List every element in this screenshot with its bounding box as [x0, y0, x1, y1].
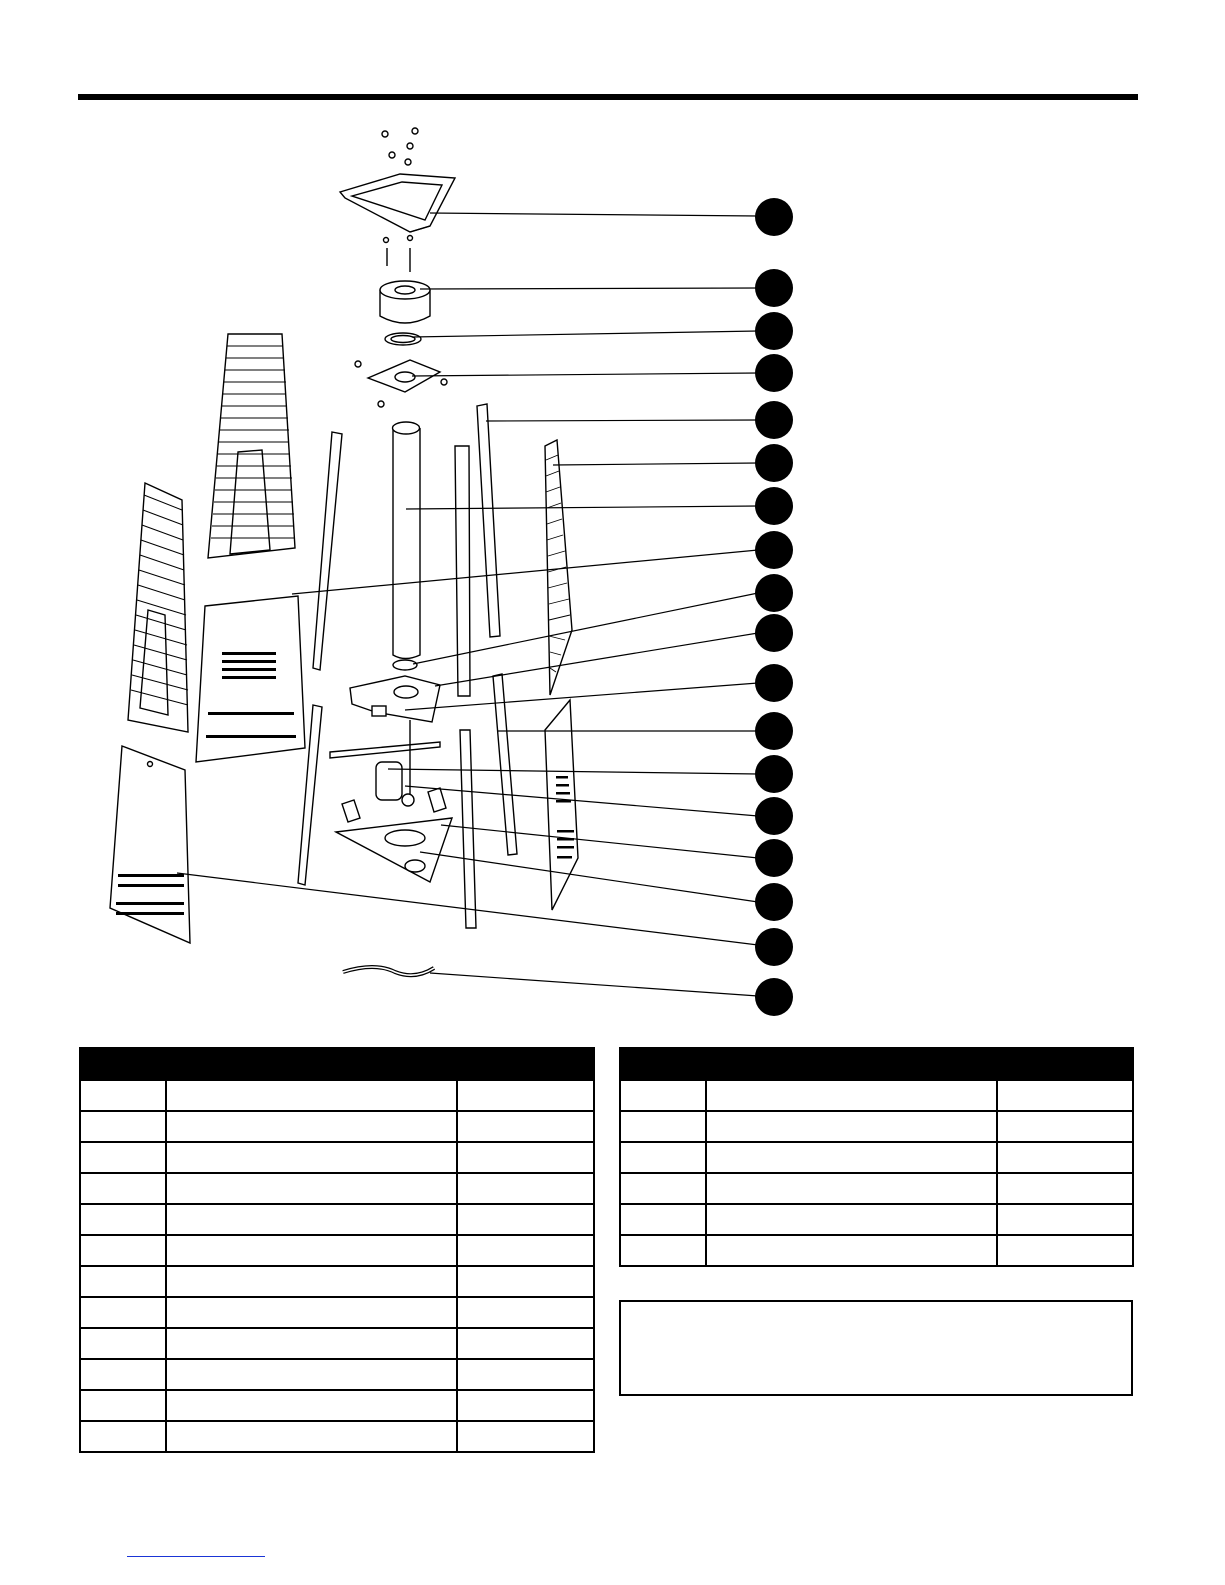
description-cell	[166, 1421, 457, 1452]
qty-cell	[997, 1080, 1133, 1111]
qty-cell	[457, 1142, 594, 1173]
description-cell	[166, 1080, 457, 1111]
callout-marker	[755, 928, 793, 966]
qty-cell	[997, 1235, 1133, 1266]
part-no-cell	[620, 1235, 706, 1266]
description-cell	[166, 1111, 457, 1142]
description-cell	[166, 1266, 457, 1297]
qty-cell	[457, 1421, 594, 1452]
description-cell	[166, 1359, 457, 1390]
description-cell	[166, 1204, 457, 1235]
callout-marker	[755, 531, 793, 569]
description-cell	[166, 1328, 457, 1359]
table-row	[80, 1235, 594, 1266]
description-cell	[706, 1173, 997, 1204]
part-no-cell	[80, 1173, 166, 1204]
qty-cell	[997, 1173, 1133, 1204]
qty-cell	[457, 1390, 594, 1421]
table-row	[80, 1204, 594, 1235]
parts-table-right	[619, 1047, 1134, 1267]
callout-marker	[755, 664, 793, 702]
right-upper-post	[477, 404, 500, 637]
callout-marker	[755, 487, 793, 525]
header-cell	[997, 1048, 1133, 1080]
qty-cell	[457, 1173, 594, 1204]
header-cell	[457, 1048, 594, 1080]
description-cell	[706, 1111, 997, 1142]
qty-cell	[457, 1204, 594, 1235]
table-row	[80, 1080, 594, 1111]
qty-cell	[997, 1111, 1133, 1142]
burner-base	[350, 660, 440, 722]
description-cell	[166, 1142, 457, 1173]
table-row	[80, 1328, 594, 1359]
table-row	[620, 1080, 1133, 1111]
callout-marker	[755, 883, 793, 921]
qty-cell	[457, 1328, 594, 1359]
glass-tube	[393, 422, 421, 659]
qty-cell	[457, 1359, 594, 1390]
callout-marker	[755, 354, 793, 392]
description-cell	[706, 1204, 997, 1235]
parts-table-left	[79, 1047, 595, 1453]
exploded-parts-diagram	[0, 120, 1225, 1020]
left-upper-post	[313, 432, 342, 670]
part-no-cell	[80, 1080, 166, 1111]
reflector-top	[340, 174, 455, 232]
top-screws	[382, 128, 418, 165]
part-no-cell	[80, 1235, 166, 1266]
burner-plate	[355, 360, 447, 407]
header-cell	[80, 1048, 457, 1080]
part-no-cell	[80, 1390, 166, 1421]
burner-cylinder	[380, 281, 430, 323]
table-row	[620, 1111, 1133, 1142]
table-header-row	[80, 1048, 594, 1080]
callout-marker	[755, 312, 793, 350]
base-triangle	[336, 788, 452, 882]
part-no-cell	[80, 1328, 166, 1359]
description-cell	[166, 1235, 457, 1266]
callout-marker	[755, 797, 793, 835]
description-cell	[706, 1142, 997, 1173]
part-no-cell	[80, 1421, 166, 1452]
part-no-cell	[620, 1173, 706, 1204]
qty-cell	[457, 1266, 594, 1297]
part-no-cell	[80, 1297, 166, 1328]
table-row	[80, 1390, 594, 1421]
table-row	[620, 1142, 1133, 1173]
table-row	[620, 1204, 1133, 1235]
callout-marker	[755, 198, 793, 236]
part-no-cell	[80, 1266, 166, 1297]
spacer-bolts	[384, 236, 413, 273]
callout-marker	[755, 712, 793, 750]
header-rule	[78, 94, 1138, 100]
part-no-cell	[80, 1142, 166, 1173]
description-cell	[706, 1080, 997, 1111]
part-no-cell	[620, 1142, 706, 1173]
callout-marker	[755, 755, 793, 793]
part-no-cell	[80, 1204, 166, 1235]
part-no-cell	[620, 1204, 706, 1235]
description-cell	[166, 1390, 457, 1421]
table-row	[620, 1235, 1133, 1266]
gas-cylinder	[376, 720, 414, 806]
note-box	[619, 1300, 1133, 1396]
table-row	[80, 1142, 594, 1173]
qty-cell	[457, 1111, 594, 1142]
header-cell	[620, 1048, 997, 1080]
upper-left-grill	[208, 334, 295, 558]
center-lower-post	[460, 730, 476, 928]
front-panel	[196, 596, 305, 762]
table-row	[80, 1111, 594, 1142]
table-header-row	[620, 1048, 1133, 1080]
table-row	[620, 1173, 1133, 1204]
qty-cell	[997, 1142, 1133, 1173]
crossbar	[330, 742, 440, 758]
middle-post	[455, 446, 470, 696]
part-no-cell	[620, 1080, 706, 1111]
table-row	[80, 1266, 594, 1297]
qty-cell	[997, 1204, 1133, 1235]
table-row	[80, 1297, 594, 1328]
part-no-cell	[620, 1111, 706, 1142]
callout-marker	[755, 574, 793, 612]
callout-marker	[755, 978, 793, 1016]
description-cell	[166, 1173, 457, 1204]
description-cell	[166, 1297, 457, 1328]
qty-cell	[457, 1235, 594, 1266]
qty-cell	[457, 1080, 594, 1111]
callout-marker	[755, 401, 793, 439]
lower-front-panel	[110, 746, 190, 943]
callout-marker	[755, 614, 793, 652]
lower-left-grill	[128, 483, 188, 732]
callout-marker	[755, 444, 793, 482]
footer-link[interactable]	[127, 1556, 265, 1557]
part-no-cell	[80, 1359, 166, 1390]
callout-marker	[755, 269, 793, 307]
table-row	[80, 1359, 594, 1390]
qty-cell	[457, 1297, 594, 1328]
description-cell	[706, 1235, 997, 1266]
table-row	[80, 1421, 594, 1452]
part-no-cell	[80, 1111, 166, 1142]
callout-marker	[755, 839, 793, 877]
table-row	[80, 1173, 594, 1204]
